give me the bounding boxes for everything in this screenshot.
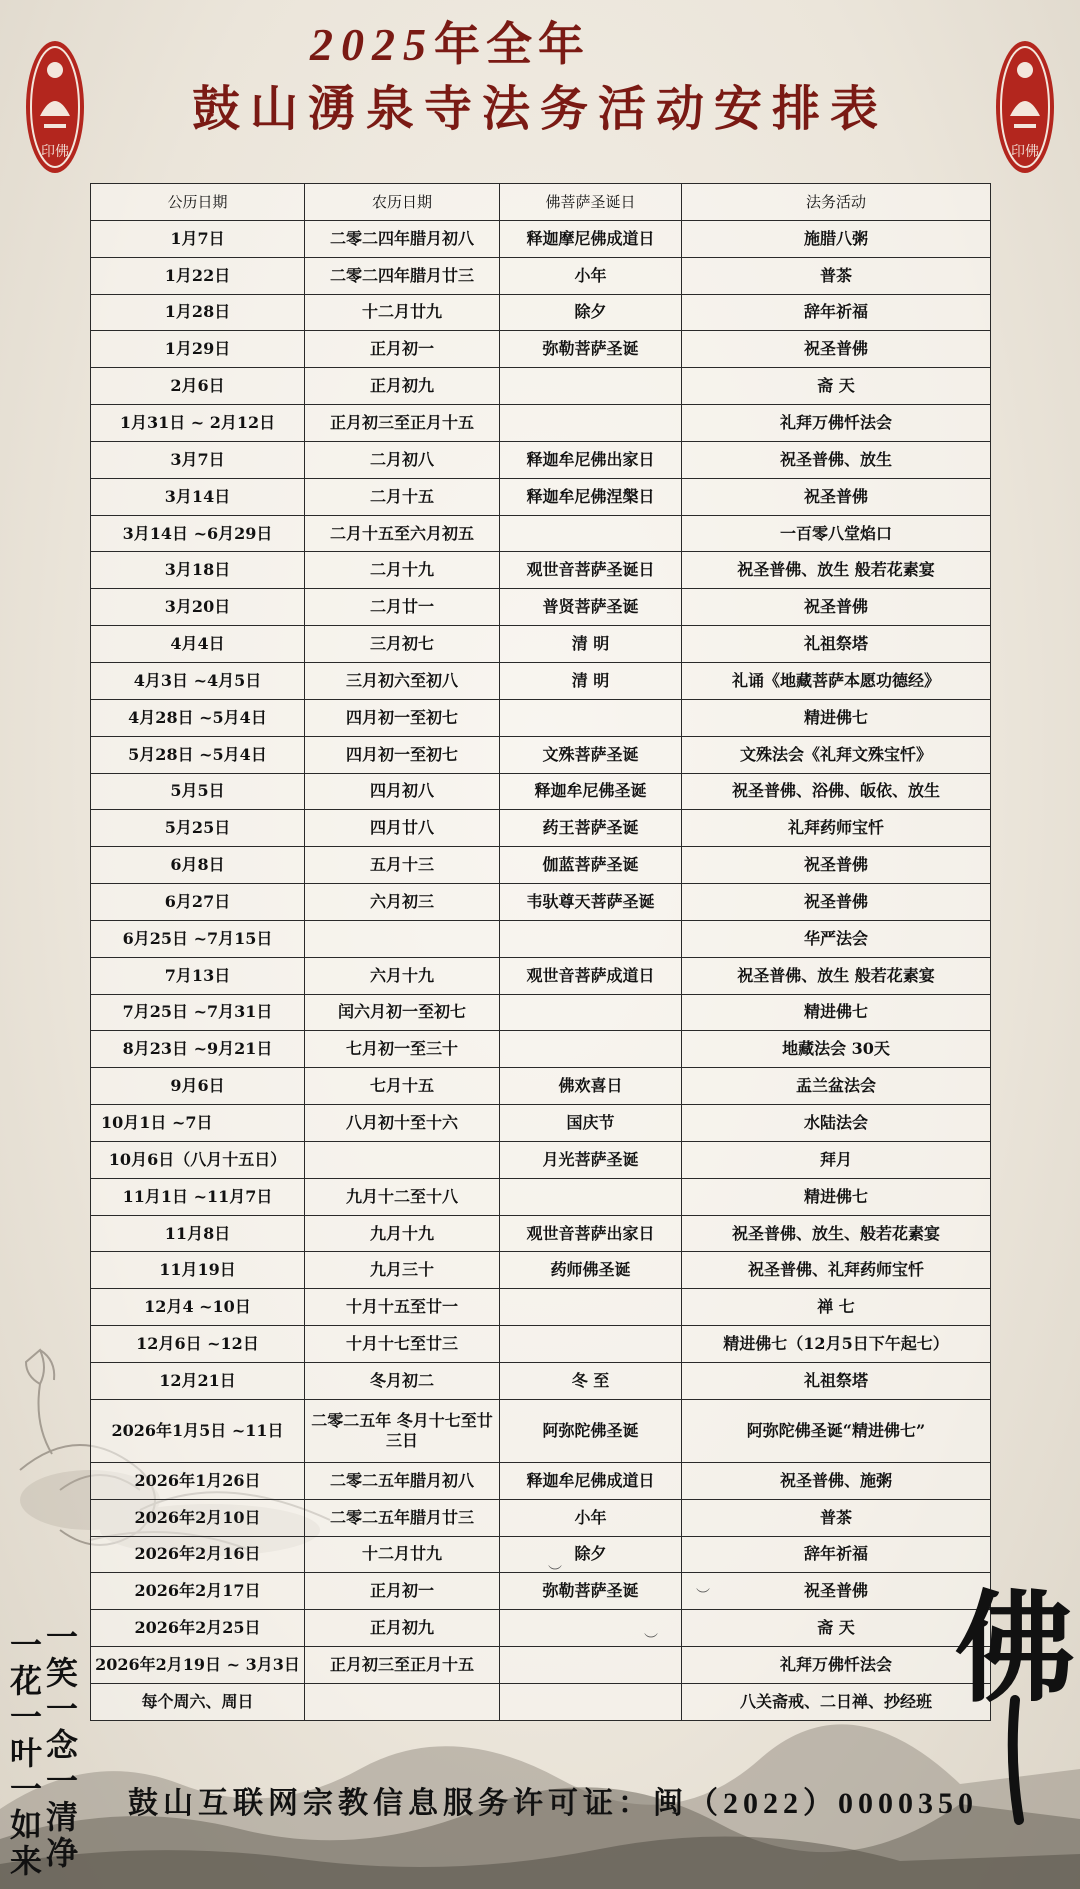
birthday-cell: 小年 [500,1499,682,1536]
birthday-cell: 伽蓝菩萨圣诞 [500,847,682,884]
activity-cell: 祝圣普佛 [682,884,991,921]
lunar-date-cell: 正月初九 [305,1610,500,1647]
table-row [91,552,991,589]
activity-cell: 祝圣普佛、放生 般若花素宴 [682,552,991,589]
birthday-cell: 小年 [500,257,682,294]
gregorian-date-cell: 2026年2月19日 ~ 3月3日 [91,1647,305,1684]
lunar-date-cell: 六月初三 [305,884,500,921]
activity-cell: 斋 天 [682,368,991,405]
table-row [91,994,991,1031]
activity-cell: 地藏法会 30天 [682,1031,991,1068]
gregorian-date-cell: 7月25日 ~7月31日 [91,994,305,1031]
activity-cell: 祝圣普佛 [682,331,991,368]
activity-cell: 一百零八堂焰口 [682,515,991,552]
table-row [91,515,991,552]
bird-icon: ︶ [696,1588,710,1604]
table-row [91,1399,991,1462]
lunar-date-cell: 九月十二至十八 [305,1178,500,1215]
activity-cell: 施腊八粥 [682,220,991,257]
table-row [91,699,991,736]
lunar-date-cell: 六月十九 [305,957,500,994]
table-row [91,257,991,294]
birthday-cell: 普贤菩萨圣诞 [500,589,682,626]
birthday-cell: 弥勒菩萨圣诞 [500,331,682,368]
birthday-cell [500,1647,682,1684]
lunar-date-cell: 四月初八 [305,773,500,810]
lunar-date-cell: 八月初十至十六 [305,1105,500,1142]
table-row [91,884,991,921]
gregorian-date-cell: 3月7日 [91,441,305,478]
table-row [91,441,991,478]
table-header-row [91,184,991,221]
table-row [91,1068,991,1105]
activity-cell: 拜月 [682,1141,991,1178]
table-row [91,1252,991,1289]
lunar-date-cell: 十二月廿九 [305,1536,500,1573]
seal-right-text: 印佛 [1011,144,1039,160]
table-row [91,736,991,773]
title-line-1 [310,8,590,74]
activity-cell: 精进佛七 [682,1178,991,1215]
lunar-date-cell: 冬月初二 [305,1363,500,1400]
lunar-date-cell: 二月初八 [305,441,500,478]
table-row [91,920,991,957]
table-row [91,1462,991,1499]
schedule-table [90,183,991,1721]
bird-icon: ︶ [548,1565,562,1581]
birthday-cell [500,699,682,736]
gregorian-date-cell: 1月7日 [91,220,305,257]
table-row [91,1031,991,1068]
activity-cell: 祝圣普佛 [682,589,991,626]
lunar-date-cell: 二月十九 [305,552,500,589]
lunar-date-cell: 二月十五至六月初五 [305,515,500,552]
birthday-cell [500,1031,682,1068]
gregorian-date-cell: 10月1日 ~7日 [91,1105,305,1142]
lunar-date-cell: 九月三十 [305,1252,500,1289]
red-seal-left [24,38,86,176]
table-row [91,1610,991,1647]
table-row [91,331,991,368]
gregorian-date-cell: 1月31日 ~ 2月12日 [91,405,305,442]
lunar-date-cell: 十月十五至廿一 [305,1289,500,1326]
activity-cell: 祝圣普佛、施粥 [682,1462,991,1499]
lunar-date-cell [305,1683,500,1720]
gregorian-date-cell: 1月28日 [91,294,305,331]
calligraphy-fo-text: 佛 [955,1578,1075,1719]
license-text: 鼓山互联网宗教信息服务许可证：闽（2022）0000350 [128,1787,978,1820]
header-birthday: 佛菩萨圣诞日 [500,184,682,221]
table-row [91,368,991,405]
lunar-date-cell: 二零二四年腊月廿三 [305,257,500,294]
lunar-date-cell [305,1141,500,1178]
activity-cell: 礼诵《地藏菩萨本愿功德经》 [682,662,991,699]
activity-cell: 斋 天 [682,1610,991,1647]
birthday-cell [500,994,682,1031]
poem-line-2: 一笑一念一清净 [41,1620,79,1872]
table-row [91,1178,991,1215]
title-line-2: 鼓山湧泉寺法务活动安排表 [191,83,888,136]
gregorian-date-cell: 5月25日 [91,810,305,847]
lunar-date-cell: 四月初一至初七 [305,736,500,773]
lunar-date-cell: 三月初六至初八 [305,662,500,699]
birthday-cell [500,368,682,405]
title-year: 2025 [310,19,434,70]
lunar-date-cell: 十二月廿九 [305,294,500,331]
gregorian-date-cell: 6月8日 [91,847,305,884]
activity-cell: 祝圣普佛、放生 [682,441,991,478]
lunar-date-cell: 正月初三至正月十五 [305,405,500,442]
table-row [91,957,991,994]
gregorian-date-cell: 12月6日 ~12日 [91,1326,305,1363]
birthday-cell: 药王菩萨圣诞 [500,810,682,847]
gregorian-date-cell: 2026年2月25日 [91,1610,305,1647]
birthday-cell: 月光菩萨圣诞 [500,1141,682,1178]
birthday-cell: 弥勒菩萨圣诞 [500,1573,682,1610]
gregorian-date-cell: 2026年2月10日 [91,1499,305,1536]
header-lunar-date: 农历日期 [305,184,500,221]
birthday-cell: 阿弥陀佛圣诞 [500,1399,682,1462]
birthday-cell [500,515,682,552]
activity-cell: 辞年祈福 [682,294,991,331]
activity-cell: 普茶 [682,1499,991,1536]
gregorian-date-cell: 3月14日 [91,478,305,515]
activity-cell: 文殊法会《礼拜文殊宝忏》 [682,736,991,773]
birthday-cell: 冬 至 [500,1363,682,1400]
birthday-cell: 释迦摩尼佛成道日 [500,220,682,257]
gregorian-date-cell: 2026年2月17日 [91,1573,305,1610]
table-row [91,847,991,884]
gregorian-date-cell: 9月6日 [91,1068,305,1105]
table-row [91,662,991,699]
gregorian-date-cell: 2月6日 [91,368,305,405]
schedule-table-body [91,220,991,1720]
activity-cell: 精进佛七（12月5日下午起七） [682,1326,991,1363]
gregorian-date-cell: 1月29日 [91,331,305,368]
lunar-date-cell: 正月初九 [305,368,500,405]
lunar-date-cell: 正月初一 [305,331,500,368]
birthday-cell: 韦驮尊天菩萨圣诞 [500,884,682,921]
gregorian-date-cell: 6月27日 [91,884,305,921]
table-row [91,294,991,331]
table-row [91,1499,991,1536]
gregorian-date-cell: 6月25日 ~7月15日 [91,920,305,957]
activity-cell: 礼拜万佛忏法会 [682,1647,991,1684]
activity-cell: 八关斋戒、二日禅、抄经班 [682,1683,991,1720]
activity-cell: 祝圣普佛、放生 般若花素宴 [682,957,991,994]
gregorian-date-cell: 3月18日 [91,552,305,589]
birthday-cell: 释迦牟尼佛成道日 [500,1462,682,1499]
birthday-cell: 观世音菩萨出家日 [500,1215,682,1252]
lunar-date-cell: 二月十五 [305,478,500,515]
poem-line-1: 一花一叶一如来 [5,1628,43,1880]
activity-cell: 盂兰盆法会 [682,1068,991,1105]
activity-cell: 水陆法会 [682,1105,991,1142]
lunar-date-cell: 二零二五年 冬月十七至廿三日 [305,1399,500,1462]
birthday-cell: 清 明 [500,662,682,699]
gregorian-date-cell: 11月19日 [91,1252,305,1289]
birthday-cell [500,1289,682,1326]
table-row [91,773,991,810]
activity-cell: 礼拜药师宝忏 [682,810,991,847]
bird-icon: ︶ [644,1633,658,1649]
activity-cell: 辞年祈福 [682,1536,991,1573]
birthday-cell [500,1178,682,1215]
gregorian-date-cell: 2026年2月16日 [91,1536,305,1573]
red-seal-right [994,38,1056,176]
birthday-cell [500,920,682,957]
birthday-cell [500,405,682,442]
activity-cell: 礼祖祭塔 [682,1363,991,1400]
lunar-date-cell: 二零二五年腊月廿三 [305,1499,500,1536]
table-row [91,1363,991,1400]
table-row [91,589,991,626]
gregorian-date-cell: 每个周六、周日 [91,1683,305,1720]
lunar-date-cell: 闰六月初一至初七 [305,994,500,1031]
lunar-date-cell: 正月初一 [305,1573,500,1610]
activity-cell: 礼拜万佛忏法会 [682,405,991,442]
title-year-suffix: 年全年 [434,19,590,70]
activity-cell: 精进佛七 [682,699,991,736]
header-gregorian-date: 公历日期 [91,184,305,221]
activity-cell: 礼祖祭塔 [682,626,991,663]
table-row [91,405,991,442]
gregorian-date-cell: 12月4 ~10日 [91,1289,305,1326]
gregorian-date-cell: 2026年1月26日 [91,1462,305,1499]
gregorian-date-cell: 2026年1月5日 ~11日 [91,1399,305,1462]
birthday-cell: 除夕 [500,1536,682,1573]
birthday-cell: 观世音菩萨成道日 [500,957,682,994]
table-row [91,626,991,663]
table-row [91,1289,991,1326]
gregorian-date-cell: 4月3日 ~4月5日 [91,662,305,699]
birthday-cell: 国庆节 [500,1105,682,1142]
gregorian-date-cell: 8月23日 ~9月21日 [91,1031,305,1068]
lunar-date-cell: 二月廿一 [305,589,500,626]
table-row [91,1573,991,1610]
table-row [91,220,991,257]
birthday-cell: 文殊菩萨圣诞 [500,736,682,773]
birthday-cell: 释迦牟尼佛圣诞 [500,773,682,810]
gregorian-date-cell: 3月14日 ~6月29日 [91,515,305,552]
lunar-date-cell: 五月十三 [305,847,500,884]
activity-cell: 祝圣普佛、放生、般若花素宴 [682,1215,991,1252]
lunar-date-cell: 四月初一至初七 [305,699,500,736]
gregorian-date-cell: 4月4日 [91,626,305,663]
gregorian-date-cell: 11月1日 ~11月7日 [91,1178,305,1215]
activity-cell: 祝圣普佛 [682,478,991,515]
gregorian-date-cell: 7月13日 [91,957,305,994]
lunar-date-cell [305,920,500,957]
table-row [91,1326,991,1363]
activity-cell: 祝圣普佛、礼拜药师宝忏 [682,1252,991,1289]
seal-left-text: 印佛 [41,144,69,160]
birthday-cell: 观世音菩萨圣诞日 [500,552,682,589]
gregorian-date-cell: 5月28日 ~5月4日 [91,736,305,773]
gregorian-date-cell: 1月22日 [91,257,305,294]
table-row [91,1647,991,1684]
table-row [91,810,991,847]
lunar-date-cell: 四月廿八 [305,810,500,847]
activity-cell: 祝圣普佛 [682,1573,991,1610]
birthday-cell: 佛欢喜日 [500,1068,682,1105]
birthday-cell: 清 明 [500,626,682,663]
activity-cell: 禅 七 [682,1289,991,1326]
gregorian-date-cell: 4月28日 ~5月4日 [91,699,305,736]
lunar-date-cell: 三月初七 [305,626,500,663]
table-row [91,1141,991,1178]
lunar-date-cell: 七月十五 [305,1068,500,1105]
gregorian-date-cell: 12月21日 [91,1363,305,1400]
birthday-cell: 释迦牟尼佛出家日 [500,441,682,478]
lunar-date-cell: 二零二五年腊月初八 [305,1462,500,1499]
table-row [91,1215,991,1252]
gregorian-date-cell: 3月20日 [91,589,305,626]
lunar-date-cell: 十月十七至廿三 [305,1326,500,1363]
birthday-cell: 释迦牟尼佛涅槃日 [500,478,682,515]
activity-cell: 精进佛七 [682,994,991,1031]
activity-cell: 祝圣普佛 [682,847,991,884]
table-row [91,1536,991,1573]
lunar-date-cell: 二零二四年腊月初八 [305,220,500,257]
gregorian-date-cell: 5月5日 [91,773,305,810]
activity-cell: 普茶 [682,257,991,294]
birthday-cell [500,1326,682,1363]
header-activity: 法务活动 [682,184,991,221]
activity-cell: 华严法会 [682,920,991,957]
lunar-date-cell: 九月十九 [305,1215,500,1252]
table-row [91,1105,991,1142]
birthday-cell [500,1683,682,1720]
gregorian-date-cell: 11月8日 [91,1215,305,1252]
lunar-date-cell: 七月初一至三十 [305,1031,500,1068]
activity-cell: 阿弥陀佛圣诞“精进佛七” [682,1399,991,1462]
birthday-cell: 除夕 [500,294,682,331]
table-row [91,478,991,515]
gregorian-date-cell: 10月6日（八月十五日） [91,1141,305,1178]
lunar-date-cell: 正月初三至正月十五 [305,1647,500,1684]
activity-cell: 祝圣普佛、浴佛、皈依、放生 [682,773,991,810]
table-row [91,1683,991,1720]
birthday-cell: 药师佛圣诞 [500,1252,682,1289]
